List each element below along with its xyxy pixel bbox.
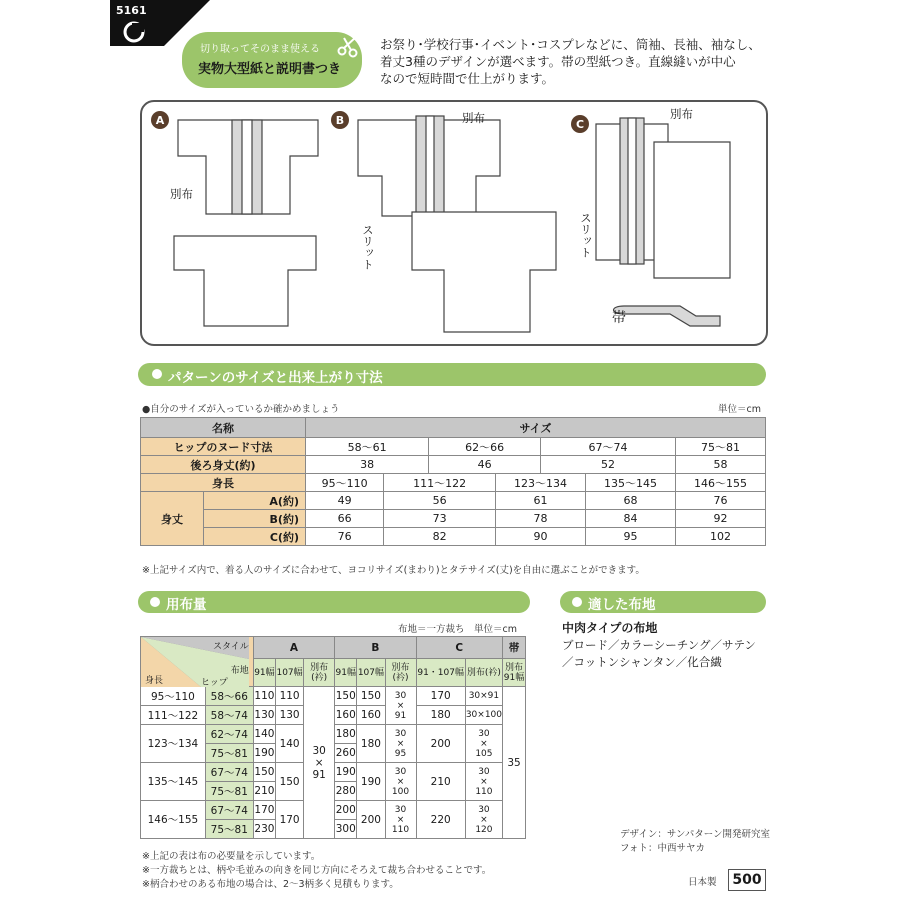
a91-cell: 190: [253, 744, 275, 763]
hdr-obi-fabric: 別布91幅: [503, 659, 526, 687]
b-contrast-cell: 30 × 95: [385, 725, 416, 763]
a91-cell: 110: [253, 687, 275, 706]
yardage-table: [140, 636, 526, 839]
yardage-note: ※上記の表は布の必要量を示しています。: [142, 851, 321, 862]
style-b-contrast: 別布: [462, 111, 485, 125]
size-section-title: パターンのサイズと出来上がり寸法: [168, 370, 383, 386]
height-value: 111～122: [384, 474, 496, 492]
height-value: 123～134: [495, 474, 585, 492]
a91-cell: 140: [253, 725, 275, 744]
badge-subtitle: 切り取ってそのまま使える: [200, 44, 320, 55]
hip-cell: 75～81: [205, 744, 253, 763]
height-cell: 135～145: [141, 763, 206, 801]
hip-cell: 67～74: [205, 801, 253, 820]
fabric-list-line: ／コットンシャンタン／化合繊: [562, 655, 722, 669]
b107-cell: 200: [357, 801, 385, 839]
body-length-value: 68: [585, 492, 675, 510]
hip-cell: 62～74: [205, 725, 253, 744]
hdr-height: 身長: [145, 676, 164, 686]
hdr-107: 107幅: [357, 659, 385, 687]
intro-line: 着丈3種のデザインが選べます。帯の型紙つき。直線縫いが中心: [380, 54, 736, 69]
back-length-label: 後ろ身丈(約): [141, 456, 306, 474]
fabric-title: 適した布地: [588, 597, 656, 613]
yardage-note: ※一方裁ちとは、柄や毛並みの向きを同じ方向にそろえて裁ち合わせることです。: [142, 865, 492, 876]
b107-cell: 180: [357, 725, 385, 763]
body-length-value: 84: [585, 510, 675, 528]
body-length-value: 73: [384, 510, 496, 528]
section-bullet: [150, 597, 160, 607]
body-length-value: 76: [675, 492, 765, 510]
a91-cell: 150: [253, 763, 275, 782]
body-length-value: 66: [306, 510, 384, 528]
b91-cell: 280: [335, 782, 357, 801]
style-a-label: A: [155, 114, 165, 127]
style-c-contrast: 別布: [670, 107, 693, 121]
style-row-label: B(約): [204, 510, 306, 528]
height-cell: 111～122: [141, 706, 206, 725]
diagonal-header-cell: [141, 637, 254, 687]
hdr-fabric: 布地: [230, 666, 249, 676]
style-c-label: C: [575, 118, 585, 131]
c-contrast-cell: 30 × 120: [465, 801, 502, 839]
a91-cell: 130: [253, 706, 275, 725]
hdr-a: A: [253, 637, 334, 659]
style-row-label: A(約): [204, 492, 306, 510]
back-length-value: 38: [306, 456, 429, 474]
c-contrast-cell: 30×91: [465, 687, 502, 706]
b-contrast-cell: 30 × 100: [385, 763, 416, 801]
size-footnote: ※上記サイズ内で、着る人のサイズに合わせて、ヨコリサイズ(まわり)とタテサイズ(丈)を自由に選ぶことができます。: [142, 565, 645, 576]
hip-cell: 58～74: [205, 706, 253, 725]
body-length-value: 49: [306, 492, 384, 510]
body-length-value: 78: [495, 510, 585, 528]
garment-illustrations: [140, 100, 764, 342]
scissors-icon: [336, 34, 360, 58]
c-cell: 180: [416, 706, 465, 725]
a107-cell: 150: [276, 763, 304, 801]
b91-cell: 160: [335, 706, 357, 725]
pattern-code: 5161: [116, 4, 147, 17]
badge-title: 実物大型紙と説明書つき: [198, 62, 342, 77]
a107-cell: 170: [276, 801, 304, 839]
b91-cell: 200: [335, 801, 357, 820]
yardage-note: ※柄合わせのある布地の場合は、2～3柄多く見積もります。: [142, 879, 399, 890]
b91-cell: 260: [335, 744, 357, 763]
back-length-value: 52: [540, 456, 675, 474]
b-contrast-cell: 30 × 91: [385, 687, 416, 725]
body-length-value: 92: [675, 510, 765, 528]
body-length-value: 95: [585, 528, 675, 546]
section-bullet: [572, 597, 582, 607]
fabric-subtitle: 中肉タイプの布地: [562, 621, 658, 635]
body-length-value: 82: [384, 528, 496, 546]
header-name: 名称: [141, 418, 306, 438]
height-cell: 95～110: [141, 687, 206, 706]
size-subnote: ●自分のサイズが入っているか確かめましょう: [142, 404, 340, 415]
c-cell: 170: [416, 687, 465, 706]
c-cell: 200: [416, 725, 465, 763]
body-length-value: 76: [306, 528, 384, 546]
style-row-label: C(約): [204, 528, 306, 546]
hdr-91: 91幅: [335, 659, 357, 687]
b91-cell: 180: [335, 725, 357, 744]
a91-cell: 230: [253, 820, 275, 839]
body-length-value: 61: [495, 492, 585, 510]
b107-cell: 150: [357, 687, 385, 706]
header-size: サイズ: [306, 418, 766, 438]
intro-text: [380, 36, 770, 87]
b91-cell: 300: [335, 820, 357, 839]
body-length-label: 身丈: [141, 492, 204, 546]
design-credit: デザイン：サンパターン開発研究室: [620, 829, 771, 840]
section-bullet: [152, 369, 162, 379]
body-length-value: 90: [495, 528, 585, 546]
style-a-contrast: 別布: [170, 187, 193, 201]
yardage-unit-note: 布地＝一方裁ち 単位＝cm: [398, 624, 517, 635]
photo-credit: フォト：中西サヤカ: [620, 843, 706, 854]
a-contrast-cell: 30 × 91: [304, 687, 335, 839]
obi-label: 帯: [612, 310, 626, 326]
height-value: 95～110: [306, 474, 384, 492]
hdr-style: スタイル: [212, 642, 249, 652]
hip-cell: 67～74: [205, 763, 253, 782]
size-table: [140, 417, 766, 546]
yardage-title: 用布量: [166, 597, 207, 613]
fabric-list-line: ブロード／カラーシーチング／サテン: [562, 638, 756, 652]
hdr-obi: 帯: [503, 637, 526, 659]
hdr-contrast: 別布(衿): [465, 659, 502, 687]
b107-cell: 160: [357, 706, 385, 725]
height-cell: 123～134: [141, 725, 206, 763]
c-cell: 210: [416, 763, 465, 801]
c-contrast-cell: 30 × 110: [465, 763, 502, 801]
height-value: 135～145: [585, 474, 675, 492]
size-unit: 単位＝cm: [718, 404, 761, 415]
b107-cell: 190: [357, 763, 385, 801]
a91-cell: 170: [253, 801, 275, 820]
c-contrast-cell: 30×100: [465, 706, 502, 725]
obi-cell: 35: [503, 687, 526, 839]
hip-value: 67～74: [540, 438, 675, 456]
back-length-value: 58: [675, 456, 765, 474]
hdr-c: C: [416, 637, 503, 659]
hdr-contrast: 別布(衿): [385, 659, 416, 687]
hdr-91: 91幅: [253, 659, 275, 687]
hdr-contrast: 別布(衿): [304, 659, 335, 687]
style-c-slit: スリット: [579, 212, 593, 258]
hip-cell: 75～81: [205, 820, 253, 839]
hip-value: 62～66: [429, 438, 541, 456]
hip-cell: 75～81: [205, 782, 253, 801]
b91-cell: 190: [335, 763, 357, 782]
hdr-91-107: 91・107幅: [416, 659, 465, 687]
hip-value: 75～81: [675, 438, 765, 456]
hdr-107: 107幅: [276, 659, 304, 687]
a107-cell: 110: [276, 687, 304, 706]
b-contrast-cell: 30 × 110: [385, 801, 416, 839]
a107-cell: 140: [276, 725, 304, 763]
body-length-value: 102: [675, 528, 765, 546]
height-cell: 146～155: [141, 801, 206, 839]
price-box: 500: [728, 869, 766, 891]
c-contrast-cell: 30 × 105: [465, 725, 502, 763]
style-b-slit: スリット: [361, 224, 375, 270]
hip-value: 58～61: [306, 438, 429, 456]
body-length-value: 56: [384, 492, 496, 510]
intro-line: なので短時間で仕上がります。: [380, 71, 555, 86]
height-value: 146～155: [675, 474, 765, 492]
back-length-value: 46: [429, 456, 541, 474]
made-in-japan: 日本製: [688, 877, 717, 888]
a107-cell: 130: [276, 706, 304, 725]
hip-label: ヒップのヌード寸法: [141, 438, 306, 456]
intro-line: お祭り･学校行事･イベント･コスプレなどに、筒袖、長袖、袖なし、: [380, 37, 761, 52]
a91-cell: 210: [253, 782, 275, 801]
hip-cell: 58～66: [205, 687, 253, 706]
hdr-b: B: [335, 637, 416, 659]
c-cell: 220: [416, 801, 465, 839]
b91-cell: 150: [335, 687, 357, 706]
hdr-hip: ヒップ: [201, 678, 228, 688]
height-label: 身長: [141, 474, 306, 492]
style-b-label: B: [335, 114, 345, 127]
